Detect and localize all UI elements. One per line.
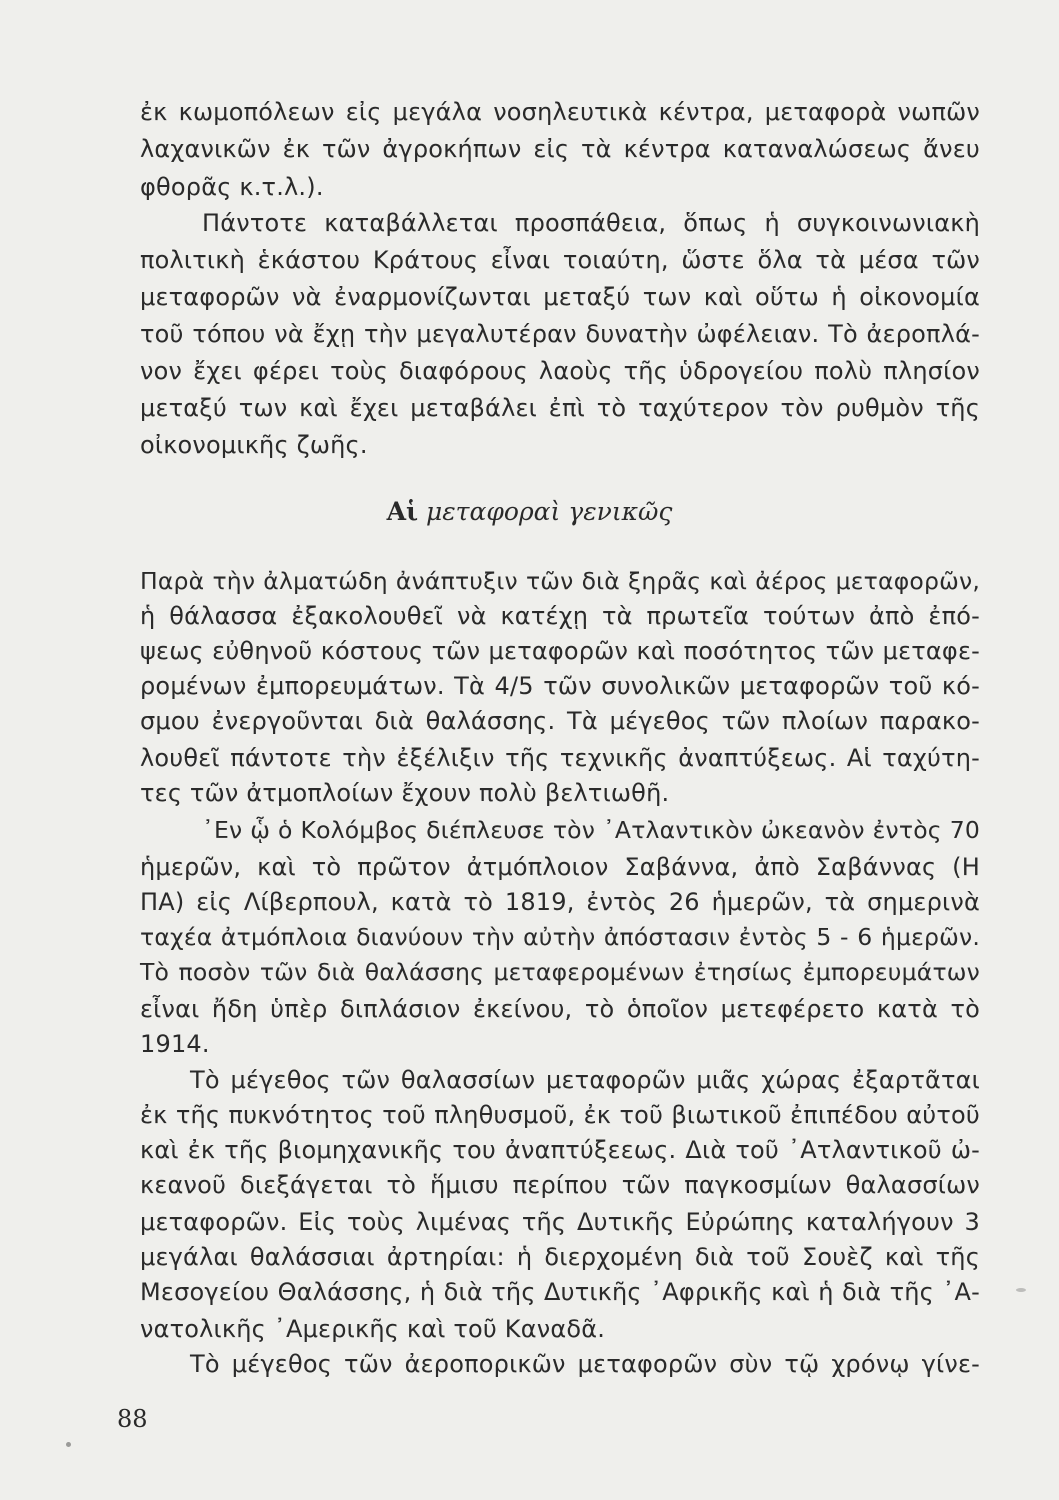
text-line: λουθεῖ πάντοτε τὴν ἐξέλιξιν τῆς τεχνικῆς ἀναπτύξεως. Αἱ ταχύτη- xyxy=(140,744,980,772)
text-line: νατολικῆς ᾿Αμερικῆς καὶ τοῦ Καναδᾶ. xyxy=(140,1315,606,1343)
text-line: σμου ἐνεργοῦνται διὰ θαλάσσης. Τὰ μέγεθος τῶν πλοίων παρακο- xyxy=(140,707,980,735)
text-line: Τὸ ποσὸν τῶν διὰ θαλάσσης μεταφερομένων ἐτησίως ἐμπορευμάτων xyxy=(140,958,980,986)
section-heading xyxy=(0,494,1059,530)
text-line: Πάντοτε καταβάλλεται προσπάθεια, ὅπως ἡ συγκοινωνιακὴ xyxy=(202,209,980,237)
text-line: μεγάλαι θαλάσσιαι ἀρτηρίαι: ἡ διερχομένη διὰ τοῦ Σουὲζ καὶ τῆς xyxy=(140,1243,980,1271)
text-line: κεανοῦ διεξάγεται τὸ ἥμισυ περίπου τῶν παγκοσμίων θαλασσίων xyxy=(140,1171,980,1199)
text-line: μεταφορῶν νὰ ἐναρμονίζωνται μεταξύ των καὶ οὕτω ἡ οἰκονομία xyxy=(140,283,980,311)
text-line: 1914. xyxy=(140,1030,210,1058)
text-line: ταχέα ἀτμόπλοια διανύουν τὴν αὐτὴν ἀπόστασιν ἐντὸς 5 - 6 ἡμερῶν. xyxy=(140,923,980,951)
text-line: Τὸ μέγεθος τῶν θαλασσίων μεταφορῶν μιᾶς χώρας ἐξαρτᾶται xyxy=(190,1066,980,1094)
text-line: ἡ θάλασσα ἐξακολουθεῖ νὰ κατέχῃ τὰ πρωτεῖα τούτων ἀπὸ ἐπό- xyxy=(140,602,980,630)
text-line: ψεως εὐθηνοῦ κόστους τῶν μεταφορῶν καὶ ποσότητος τῶν μεταφε- xyxy=(140,637,980,665)
text-line: πολιτικὴ ἑκάστου Κράτους εἶναι τοιαύτη, ὥστε ὅλα τὰ μέσα τῶν xyxy=(140,246,980,274)
text-line: ᾿Εν ᾧ ὁ Κολόμβος διέπλευσε τὸν ᾿Ατλαντικὸν ὠκεανὸν ἐντὸς 70 xyxy=(202,816,980,844)
text-line: νον ἔχει φέρει τοὺς διαφόρους λαοὺς τῆς ὑδρογείου πολὺ πλησίον xyxy=(140,357,980,385)
text-line: φθορᾶς κ.τ.λ.). xyxy=(140,173,324,201)
text-line: εἶναι ἤδη ὑπὲρ διπλάσιον ἐκείνου, τὸ ὁποῖον μετεφέρετο κατὰ τὸ xyxy=(140,995,980,1023)
text-line: ρομένων ἐμπορευμάτων. Τὰ 4/5 τῶν συνολικῶν μεταφορῶν τοῦ κό- xyxy=(140,672,980,700)
text-line: ἐκ τῆς πυκνότητος τοῦ πληθυσμοῦ, ἐκ τοῦ βιωτικοῦ ἐπιπέδου αὐτοῦ xyxy=(140,1101,980,1129)
text-line: Παρὰ τὴν ἀλματώδη ἀνάπτυξιν τῶν διὰ ξηρᾶς καὶ ἀέρος μεταφορῶν, xyxy=(140,567,980,595)
text-line: τοῦ τόπου νὰ ἔχῃ τὴν μεγαλυτέραν δυνατὴν ὠφέλειαν. Τὸ ἀεροπλά- xyxy=(140,320,980,348)
text-line: καὶ ἐκ τῆς βιομηχανικῆς του ἀναπτύξεεως. Διὰ τοῦ ᾿Ατλαντικοῦ ὠ- xyxy=(140,1136,980,1164)
page-number: 88 xyxy=(117,1405,148,1433)
text-line: οἰκονομικῆς ζωῆς. xyxy=(140,431,368,459)
section-heading-prefix: Αἱ xyxy=(386,497,419,526)
section-heading-text: μεταφοραὶ γενικῶς xyxy=(426,497,673,526)
text-line: μεταξύ των καὶ ἔχει μεταβάλει ἐπὶ τὸ ταχύτερον τὸν ρυθμὸν τῆς xyxy=(140,394,980,422)
text-line: ἡμερῶν, καὶ τὸ πρῶτον ἀτμόπλοιον Σαβάννα, ἀπὸ Σαβάννας (Η xyxy=(140,853,980,881)
text-line: μεταφορῶν. Εἰς τοὺς λιμένας τῆς Δυτικῆς Εὐρώπης καταλήγουν 3 xyxy=(140,1208,980,1236)
text-line: Μεσογείου Θαλάσσης, ἡ διὰ τῆς Δυτικῆς ᾿Αφρικῆς καὶ ἡ διὰ τῆς ᾿Α- xyxy=(140,1278,980,1306)
scan-speck xyxy=(66,1442,71,1447)
text-line: τες τῶν ἀτμοπλοίων ἔχουν πολὺ βελτιωθῆ. xyxy=(140,779,670,807)
text-line: λαχανικῶν ἐκ τῶν ἀγροκήπων εἰς τὰ κέντρα καταναλώσεως ἄνευ xyxy=(140,135,980,163)
scan-speck xyxy=(1016,1288,1026,1292)
text-line: ἐκ κωμοπόλεων εἰς μεγάλα νοσηλευτικὰ κέντρα, μεταφορὰ νωπῶν xyxy=(140,98,980,126)
text-line: ΠΑ) εἰς Λίβερπουλ, κατὰ τὸ 1819, ἐντὸς 26 ἡμερῶν, τὰ σημερινὰ xyxy=(140,888,980,916)
text-line: Τὸ μέγεθος τῶν ἀεροπορικῶν μεταφορῶν σὺν τῷ χρόνῳ γίνε- xyxy=(190,1350,980,1378)
